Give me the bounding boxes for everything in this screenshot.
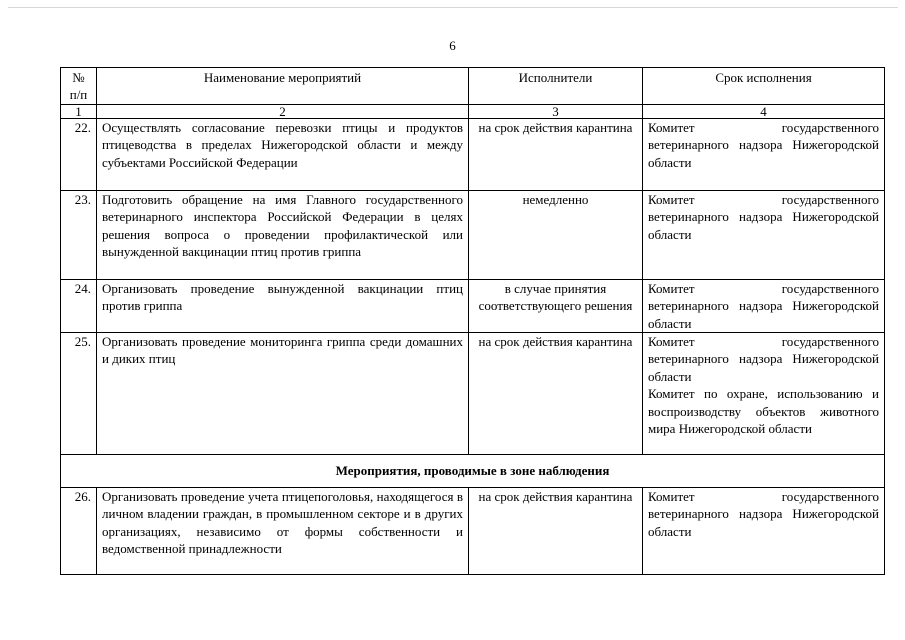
measure-name: Организовать проведение вынужденной вакцинации птиц против гриппа	[97, 279, 469, 332]
table-header-row	[61, 68, 885, 105]
measure-deadline-cell	[643, 333, 885, 455]
page-number: 6	[449, 38, 456, 53]
column-index-row	[61, 104, 885, 118]
column-index-4: 4	[643, 104, 885, 118]
measure-executors: на срок действия карантина	[469, 118, 643, 190]
header-name: Наименование мероприятий	[97, 68, 469, 105]
table-row	[61, 488, 885, 575]
column-index-2: 2	[97, 104, 469, 118]
measure-executors: немедленно	[469, 190, 643, 279]
column-index-3: 3	[469, 104, 643, 118]
measures-table	[60, 67, 885, 575]
table-row	[61, 333, 885, 455]
measure-name: Осуществлять согласование перевозки птицы и продуктов птицеводства в пределах Нижегородской области и между субъектами Российской Федерации	[97, 118, 469, 190]
table-row	[61, 279, 885, 332]
measure-executors: на срок действия карантина	[469, 488, 643, 575]
row-number: 26.	[61, 488, 97, 575]
section-title: Мероприятия, проводимые в зоне наблюдения	[61, 455, 885, 488]
measure-name: Организовать проведение учета птицепоголовья, находящегося в личном владении граждан, в промышленном секторе и в других организациях, независимо от формы собственности и ведомственной принадлежности	[97, 488, 469, 575]
measure-deadline: Комитет государственного ветеринарного надзора Нижегородской области	[643, 118, 885, 190]
measure-deadline: Комитет государственного ветеринарного надзора Нижегородской области	[648, 334, 879, 384]
row-number: 23.	[61, 190, 97, 279]
measure-deadline: Комитет государственного ветеринарного надзора Нижегородской области	[643, 279, 885, 332]
section-row	[61, 455, 885, 488]
table-row	[61, 190, 885, 279]
measure-name: Организовать проведение мониторинга гриппа среди домашних и диких птиц	[97, 333, 469, 455]
measure-deadline-extra: Комитет по охране, использованию и воспроизводству объектов животного мира Нижегородской области	[648, 386, 879, 437]
table-row	[61, 118, 885, 190]
row-number: 24.	[61, 279, 97, 332]
row-number: 25.	[61, 333, 97, 455]
measure-executors: в случае принятия соответствующего решения	[469, 279, 643, 332]
measure-name: Подготовить обращение на имя Главного государственного ветеринарного инспектора Российской Федерации в целях решения вопроса о проведении профилактической или вынужденной вакцинации птиц против гриппа	[97, 190, 469, 279]
header-num: № п/п	[61, 68, 97, 105]
measure-deadline: Комитет государственного ветеринарного надзора Нижегородской области	[643, 190, 885, 279]
header-executors: Исполнители	[469, 68, 643, 105]
scan-edge-line	[8, 7, 898, 8]
measure-deadline: Комитет государственного ветеринарного надзора Нижегородской области	[643, 488, 885, 575]
measure-executors: на срок действия карантина	[469, 333, 643, 455]
header-deadline: Срок исполнения	[643, 68, 885, 105]
row-number: 22.	[61, 118, 97, 190]
column-index-1: 1	[61, 104, 97, 118]
